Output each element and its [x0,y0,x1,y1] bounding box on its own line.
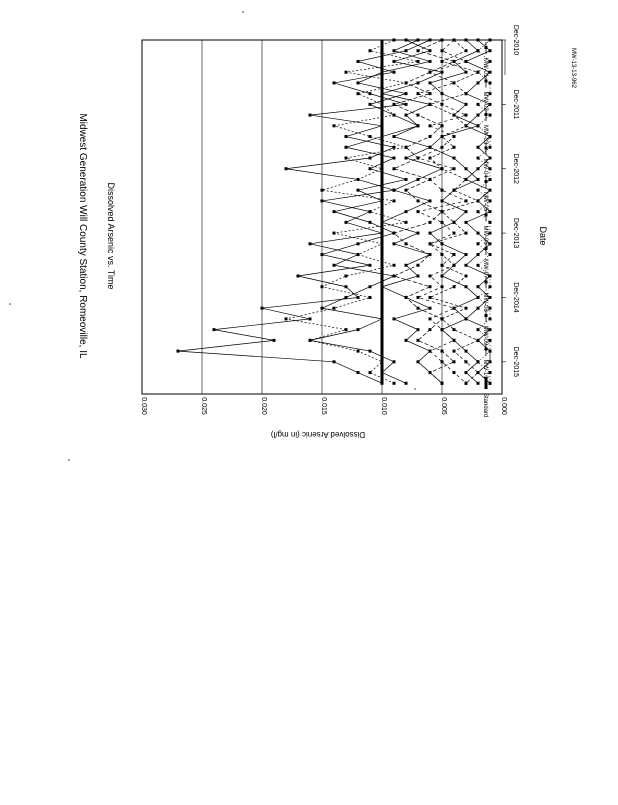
data-point [429,317,432,320]
data-point [453,60,456,63]
data-point [465,275,468,278]
data-point [357,253,360,256]
x-tick-label: Dec-2014 [512,282,519,313]
data-point [333,360,336,363]
data-point [309,114,312,117]
x-tick-label: Dec-2012 [512,153,519,184]
data-point [465,382,468,385]
legend-label: MW-03 [482,125,488,145]
data-point [405,103,408,106]
data-point [357,81,360,84]
data-point [441,328,444,331]
data-point [453,157,456,160]
data-point [393,199,396,202]
data-point [417,199,420,202]
data-point [369,103,372,106]
data-point [405,242,408,245]
data-point [357,242,360,245]
y-tick-label: 0.020 [260,397,267,415]
data-point [417,178,420,181]
data-point [393,135,396,138]
legend-label: MW-07 [482,259,488,279]
data-point [417,232,420,235]
data-point [405,178,408,181]
series-line [430,40,478,383]
data-point [441,317,444,320]
data-point [417,114,420,117]
data-point [465,317,468,320]
data-point [453,350,456,353]
data-point [417,81,420,84]
series-lines [177,39,492,385]
data-point [429,296,432,299]
legend-label: MW-01 [482,58,488,78]
data-point [417,296,420,299]
data-point [357,328,360,331]
data-point [345,285,348,288]
data-point [477,81,480,84]
scan-speck [68,459,70,461]
data-point [369,350,372,353]
data-point [477,146,480,149]
data-point [489,39,492,42]
data-point [369,210,372,213]
data-point [453,114,456,117]
data-point [393,60,396,63]
data-point [453,264,456,267]
data-point [345,221,348,224]
data-point [393,167,396,170]
data-point [333,307,336,310]
data-point [429,253,432,256]
data-point [309,242,312,245]
data-point [477,71,480,74]
data-point [453,371,456,374]
series-line [286,40,430,383]
legend-label: MW-04 [482,158,488,178]
data-point [465,92,468,95]
legend-marker [485,113,488,116]
data-point [345,157,348,160]
data-point [405,264,408,267]
data-point [465,264,468,267]
data-point [441,71,444,74]
data-point [405,146,408,149]
data-point [369,167,372,170]
data-point [333,124,336,127]
data-point [441,275,444,278]
x-tick-label: Dec-2011 [512,89,519,120]
data-point [345,328,348,331]
data-point [429,39,432,42]
data-point [465,221,468,224]
legend-label: MW-10 [482,359,488,379]
y-tick-label: 0.030 [140,397,147,415]
data-point [441,210,444,213]
data-point [417,60,420,63]
legend-marker [485,80,488,83]
legend-marker [485,147,488,150]
data-point [489,285,492,288]
data-point [477,39,480,42]
data-point [477,157,480,160]
data-point [357,371,360,374]
data-point [453,81,456,84]
data-point [477,253,480,256]
data-point [429,328,432,331]
data-point [369,221,372,224]
data-point [345,71,348,74]
data-point [393,189,396,192]
x-tick-label: Dec-2015 [512,346,519,377]
data-point [357,296,360,299]
data-point [417,264,420,267]
data-point [441,167,444,170]
data-point [477,242,480,245]
data-point [429,221,432,224]
data-point [441,189,444,192]
data-point [429,157,432,160]
data-point [465,49,468,52]
y-tick-label: 0.010 [380,397,387,415]
data-point [405,339,408,342]
data-point [405,39,408,42]
data-point [489,114,492,117]
data-point [477,285,480,288]
data-point [441,350,444,353]
data-point [393,242,396,245]
series-line [430,40,478,383]
data-point [441,221,444,224]
data-point [417,275,420,278]
data-point [405,92,408,95]
data-point [453,189,456,192]
legend-marker [485,348,488,351]
data-point [477,264,480,267]
data-point [477,189,480,192]
data-point [429,60,432,63]
data-point [429,275,432,278]
data-point [441,382,444,385]
data-point [429,135,432,138]
data-point [309,317,312,320]
data-point [441,242,444,245]
data-point [429,103,432,106]
x-tick-label: Dec-2010 [512,24,519,56]
data-point [393,275,396,278]
data-point [453,253,456,256]
data-point [489,221,492,224]
data-point [357,92,360,95]
data-point [441,39,444,42]
legend-marker [485,281,488,284]
data-point [345,135,348,138]
data-point [429,178,432,181]
data-point [465,307,468,310]
data-point [417,360,420,363]
legend-label: MW-05 [482,192,488,212]
y-axis-label: Dissolved Arsenic (in mg/l) [270,430,366,439]
data-point [465,232,468,235]
data-point [489,178,492,181]
data-point [369,285,372,288]
data-point [465,167,468,170]
data-point [333,264,336,267]
data-point [477,307,480,310]
data-point [465,360,468,363]
data-point [357,350,360,353]
data-point [369,157,372,160]
data-point [453,328,456,331]
data-point [405,81,408,84]
data-point [489,49,492,52]
data-point [393,114,396,117]
data-point [489,81,492,84]
data-point [477,328,480,331]
data-point [465,371,468,374]
data-point [477,124,480,127]
data-point [417,328,420,331]
data-point [321,253,324,256]
legend-label: Standard [482,393,488,418]
data-point [465,39,468,42]
data-point [465,350,468,353]
scan-speck [242,11,244,13]
data-point [453,221,456,224]
data-point [465,71,468,74]
series-line [382,40,442,383]
data-point [477,178,480,181]
x-tick-label: Dec-2013 [512,217,519,249]
data-point [405,157,408,160]
data-point [417,210,420,213]
y-tick-label: 0.015 [320,397,327,415]
data-point [429,49,432,52]
data-point [369,371,372,374]
data-point [489,146,492,149]
data-point [489,317,492,320]
data-point [369,49,372,52]
data-point [453,167,456,170]
data-point [357,60,360,63]
data-point [489,253,492,256]
data-point [321,189,324,192]
data-point [441,103,444,106]
data-point [453,339,456,342]
y-tick-label: 0.000 [500,397,507,415]
data-point [429,92,432,95]
data-point [477,296,480,299]
data-point [417,49,420,52]
data-point [453,146,456,149]
data-point [441,60,444,63]
data-point [333,81,336,84]
data-point [429,307,432,310]
x-tick-labels [502,25,519,377]
data-point [285,317,288,320]
data-point [345,275,348,278]
data-point [405,114,408,117]
data-point [429,146,432,149]
data-point [453,285,456,288]
data-point [321,199,324,202]
data-point [369,92,372,95]
data-point [345,146,348,149]
data-point [429,81,432,84]
data-point [429,371,432,374]
data-point [441,285,444,288]
data-point [477,167,480,170]
data-point [177,350,180,353]
legend-label: MW-09 [482,326,488,346]
scan-speck [9,303,11,305]
data-point [477,382,480,385]
data-point [417,339,420,342]
data-point [405,382,408,385]
legend-label: MW-02 [482,91,488,111]
data-point [477,49,480,52]
data-point [477,360,480,363]
legend-marker [485,180,488,183]
data-point [477,339,480,342]
data-point [441,199,444,202]
data-point [405,189,408,192]
data-point [393,317,396,320]
data-point [393,71,396,74]
data-point [393,232,396,235]
series-line [394,40,454,383]
data-point [369,135,372,138]
data-point [465,124,468,127]
data-point [369,264,372,267]
data-point [477,232,480,235]
legend-label: MW-08 [482,292,488,312]
data-point [477,114,480,117]
legend-marker [485,314,488,317]
legend-marker [485,46,488,49]
data-point [453,39,456,42]
y-tick-labels [140,397,507,415]
data-point [357,178,360,181]
data-point [429,285,432,288]
data-point [429,199,432,202]
data-point [393,146,396,149]
data-point [393,39,396,42]
data-point [465,60,468,63]
data-point [429,242,432,245]
y-tick-label: 0.025 [200,397,207,415]
data-point [357,189,360,192]
data-point [465,114,468,117]
data-point [261,307,264,310]
data-point [417,124,420,127]
data-point [393,360,396,363]
data-point [405,296,408,299]
data-point [453,232,456,235]
data-point [453,135,456,138]
legend-marker [485,247,488,250]
x-axis-label: Date [538,226,548,246]
data-point [477,199,480,202]
data-point [465,285,468,288]
data-point [465,199,468,202]
data-point [429,350,432,353]
data-point [441,124,444,127]
data-point [309,339,312,342]
data-point [333,210,336,213]
data-point [321,307,324,310]
data-point [477,103,480,106]
series-line [178,40,430,383]
document-id: MW-13-13-962 [570,48,576,88]
data-point [441,135,444,138]
series-line [286,40,418,383]
data-point [465,178,468,181]
data-point [441,360,444,363]
data-point [405,210,408,213]
data-point [393,264,396,267]
data-point [393,157,396,160]
data-point [393,382,396,385]
data-point [333,232,336,235]
data-point [477,210,480,213]
data-point [441,49,444,52]
data-point [441,92,444,95]
data-point [369,296,372,299]
data-point [489,350,492,353]
data-point [393,49,396,52]
data-point [465,253,468,256]
data-point [417,307,420,310]
data-point [477,371,480,374]
data-point [213,328,216,331]
data-point [441,253,444,256]
legend-label: MW-06 [482,225,488,245]
data-point [297,275,300,278]
data-point [465,210,468,213]
data-point [441,146,444,149]
data-point [489,382,492,385]
data-point [429,71,432,74]
data-point [405,221,408,224]
y-tick-label: 0.005 [440,397,447,415]
data-point [429,124,432,127]
data-point [405,49,408,52]
data-point [417,39,420,42]
data-point [453,360,456,363]
legend-marker [485,214,488,217]
data-point [465,103,468,106]
scan-speck [414,388,416,390]
data-point [453,307,456,310]
data-point [441,264,444,267]
chart-title: Midwest Generation Will County Station, Romeoville, IL [77,113,88,359]
data-point [417,92,420,95]
data-point [417,157,420,160]
data-point [285,167,288,170]
chart-subtitle: Dissolved Arsenic vs. Time [106,182,116,290]
data-point [321,285,324,288]
data-point [429,232,432,235]
data-point [273,339,276,342]
